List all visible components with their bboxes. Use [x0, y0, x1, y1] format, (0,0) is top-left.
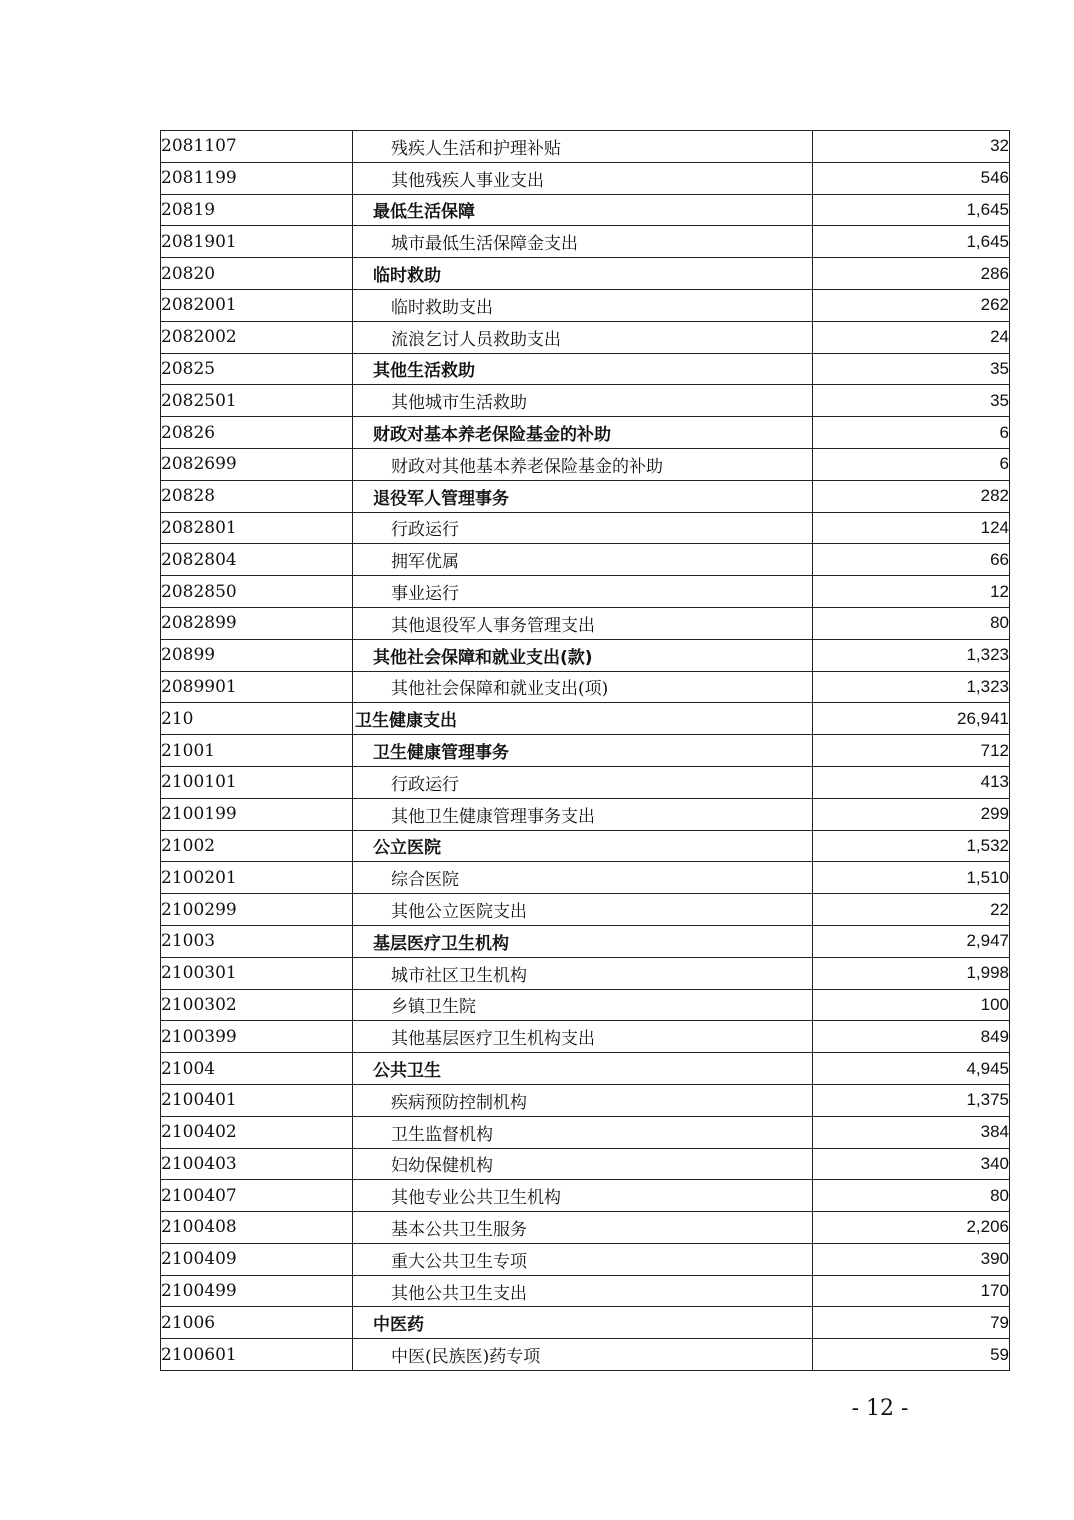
amount-cell: 80 — [813, 1180, 1010, 1212]
subject-code-cell: 20826 — [161, 417, 353, 449]
amount-cell: 24 — [813, 321, 1010, 353]
subject-name-cell: 疾病预防控制机构 — [353, 1084, 813, 1116]
subject-name-cell: 其他生活救助 — [353, 353, 813, 385]
subject-code-cell: 2100401 — [161, 1084, 353, 1116]
amount-cell: 390 — [813, 1243, 1010, 1275]
amount-cell: 32 — [813, 131, 1010, 163]
subject-code-cell: 2100601 — [161, 1339, 353, 1371]
table-row — [161, 989, 1010, 1021]
table-row — [161, 162, 1010, 194]
subject-name-cell: 行政运行 — [353, 766, 813, 798]
subject-code-cell: 2082850 — [161, 576, 353, 608]
subject-code-cell: 2082699 — [161, 448, 353, 480]
table-row — [161, 1243, 1010, 1275]
table-row — [161, 735, 1010, 767]
subject-code-cell: 2089901 — [161, 671, 353, 703]
subject-name-cell: 其他专业公共卫生机构 — [353, 1180, 813, 1212]
amount-cell: 79 — [813, 1307, 1010, 1339]
subject-code-cell: 2100199 — [161, 798, 353, 830]
subject-name-cell: 财政对其他基本养老保险基金的补助 — [353, 448, 813, 480]
subject-name-cell: 财政对基本养老保险基金的补助 — [353, 417, 813, 449]
table-row — [161, 894, 1010, 926]
amount-cell: 6 — [813, 448, 1010, 480]
subject-name-cell: 其他残疾人事业支出 — [353, 162, 813, 194]
subject-name-cell: 公立医院 — [353, 830, 813, 862]
table-row — [161, 1275, 1010, 1307]
amount-cell: 22 — [813, 894, 1010, 926]
subject-name-cell: 乡镇卫生院 — [353, 989, 813, 1021]
amount-cell: 59 — [813, 1339, 1010, 1371]
amount-cell: 340 — [813, 1148, 1010, 1180]
amount-cell: 35 — [813, 353, 1010, 385]
amount-cell: 1,323 — [813, 639, 1010, 671]
amount-cell: 1,645 — [813, 194, 1010, 226]
subject-code-cell: 20825 — [161, 353, 353, 385]
amount-cell: 35 — [813, 385, 1010, 417]
amount-cell: 2,947 — [813, 925, 1010, 957]
subject-code-cell: 2100407 — [161, 1180, 353, 1212]
subject-code-cell: 2082801 — [161, 512, 353, 544]
table-row — [161, 258, 1010, 290]
table-row — [161, 417, 1010, 449]
subject-name-cell: 行政运行 — [353, 512, 813, 544]
subject-name-cell: 临时救助支出 — [353, 289, 813, 321]
budget-table-body — [161, 131, 1010, 1371]
table-row — [161, 1053, 1010, 1085]
subject-name-cell: 卫生监督机构 — [353, 1116, 813, 1148]
amount-cell: 80 — [813, 607, 1010, 639]
amount-cell: 299 — [813, 798, 1010, 830]
subject-name-cell: 其他公立医院支出 — [353, 894, 813, 926]
subject-code-cell: 2081199 — [161, 162, 353, 194]
amount-cell: 849 — [813, 1021, 1010, 1053]
subject-name-cell: 基层医疗卫生机构 — [353, 925, 813, 957]
subject-code-cell: 21004 — [161, 1053, 353, 1085]
amount-cell: 1,375 — [813, 1084, 1010, 1116]
amount-cell: 4,945 — [813, 1053, 1010, 1085]
amount-cell: 384 — [813, 1116, 1010, 1148]
subject-name-cell: 其他社会保障和就业支出(款) — [353, 639, 813, 671]
subject-name-cell: 其他社会保障和就业支出(项) — [353, 671, 813, 703]
table-row — [161, 1180, 1010, 1212]
table-row — [161, 576, 1010, 608]
table-row — [161, 1021, 1010, 1053]
subject-code-cell: 21001 — [161, 735, 353, 767]
subject-code-cell: 2100499 — [161, 1275, 353, 1307]
subject-name-cell: 重大公共卫生专项 — [353, 1243, 813, 1275]
amount-cell: 100 — [813, 989, 1010, 1021]
table-row — [161, 862, 1010, 894]
subject-name-cell: 中医药 — [353, 1307, 813, 1339]
table-row — [161, 1116, 1010, 1148]
subject-code-cell: 21006 — [161, 1307, 353, 1339]
table-row — [161, 480, 1010, 512]
subject-name-cell: 中医(民族医)药专项 — [353, 1339, 813, 1371]
budget-table — [160, 130, 1010, 1371]
table-row — [161, 226, 1010, 258]
subject-code-cell: 2100302 — [161, 989, 353, 1021]
subject-code-cell: 2082001 — [161, 289, 353, 321]
subject-name-cell: 妇幼保健机构 — [353, 1148, 813, 1180]
subject-code-cell: 21003 — [161, 925, 353, 957]
subject-code-cell: 2100402 — [161, 1116, 353, 1148]
subject-code-cell: 2100399 — [161, 1021, 353, 1053]
table-row — [161, 925, 1010, 957]
subject-code-cell: 2081107 — [161, 131, 353, 163]
amount-cell: 282 — [813, 480, 1010, 512]
subject-name-cell: 城市最低生活保障金支出 — [353, 226, 813, 258]
amount-cell: 12 — [813, 576, 1010, 608]
subject-code-cell: 2100101 — [161, 766, 353, 798]
subject-name-cell: 综合医院 — [353, 862, 813, 894]
subject-code-cell: 2100403 — [161, 1148, 353, 1180]
table-row — [161, 353, 1010, 385]
amount-cell: 170 — [813, 1275, 1010, 1307]
amount-cell: 6 — [813, 417, 1010, 449]
amount-cell: 124 — [813, 512, 1010, 544]
subject-name-cell: 其他基层医疗卫生机构支出 — [353, 1021, 813, 1053]
page-number: - 12 - — [851, 1396, 909, 1421]
subject-code-cell: 20899 — [161, 639, 353, 671]
table-row — [161, 798, 1010, 830]
subject-name-cell: 城市社区卫生机构 — [353, 957, 813, 989]
table-row — [161, 1307, 1010, 1339]
amount-cell: 1,998 — [813, 957, 1010, 989]
amount-cell: 1,510 — [813, 862, 1010, 894]
subject-name-cell: 其他公共卫生支出 — [353, 1275, 813, 1307]
subject-name-cell: 卫生健康管理事务 — [353, 735, 813, 767]
subject-name-cell: 其他退役军人事务管理支出 — [353, 607, 813, 639]
amount-cell: 1,532 — [813, 830, 1010, 862]
table-row — [161, 639, 1010, 671]
subject-code-cell: 2082501 — [161, 385, 353, 417]
table-row — [161, 957, 1010, 989]
subject-code-cell: 2100408 — [161, 1212, 353, 1244]
subject-code-cell: 20828 — [161, 480, 353, 512]
table-row — [161, 766, 1010, 798]
table-row — [161, 512, 1010, 544]
subject-name-cell: 退役军人管理事务 — [353, 480, 813, 512]
subject-name-cell: 其他城市生活救助 — [353, 385, 813, 417]
subject-code-cell: 2081901 — [161, 226, 353, 258]
subject-name-cell: 残疾人生活和护理补贴 — [353, 131, 813, 163]
subject-name-cell: 最低生活保障 — [353, 194, 813, 226]
amount-cell: 26,941 — [813, 703, 1010, 735]
subject-name-cell: 拥军优属 — [353, 544, 813, 576]
table-row — [161, 830, 1010, 862]
subject-name-cell: 流浪乞讨人员救助支出 — [353, 321, 813, 353]
subject-code-cell: 20820 — [161, 258, 353, 290]
amount-cell: 262 — [813, 289, 1010, 321]
amount-cell: 1,645 — [813, 226, 1010, 258]
subject-code-cell: 21002 — [161, 830, 353, 862]
subject-code-cell: 2100301 — [161, 957, 353, 989]
table-row — [161, 385, 1010, 417]
subject-code-cell: 210 — [161, 703, 353, 735]
amount-cell: 546 — [813, 162, 1010, 194]
table-row — [161, 321, 1010, 353]
table-row — [161, 544, 1010, 576]
subject-name-cell: 基本公共卫生服务 — [353, 1212, 813, 1244]
amount-cell: 66 — [813, 544, 1010, 576]
subject-name-cell: 卫生健康支出 — [353, 703, 813, 735]
subject-code-cell: 2082804 — [161, 544, 353, 576]
subject-name-cell: 临时救助 — [353, 258, 813, 290]
table-row — [161, 1084, 1010, 1116]
amount-cell: 286 — [813, 258, 1010, 290]
subject-name-cell: 事业运行 — [353, 576, 813, 608]
amount-cell: 712 — [813, 735, 1010, 767]
subject-code-cell: 2100299 — [161, 894, 353, 926]
subject-code-cell: 2100201 — [161, 862, 353, 894]
table-row — [161, 1339, 1010, 1371]
amount-cell: 2,206 — [813, 1212, 1010, 1244]
table-row — [161, 671, 1010, 703]
subject-code-cell: 2082002 — [161, 321, 353, 353]
amount-cell: 413 — [813, 766, 1010, 798]
subject-name-cell: 其他卫生健康管理事务支出 — [353, 798, 813, 830]
subject-code-cell: 2082899 — [161, 607, 353, 639]
table-row — [161, 1212, 1010, 1244]
table-row — [161, 607, 1010, 639]
table-row — [161, 131, 1010, 163]
amount-cell: 1,323 — [813, 671, 1010, 703]
table-row — [161, 1148, 1010, 1180]
subject-code-cell: 20819 — [161, 194, 353, 226]
table-row — [161, 448, 1010, 480]
subject-code-cell: 2100409 — [161, 1243, 353, 1275]
subject-name-cell: 公共卫生 — [353, 1053, 813, 1085]
table-row — [161, 703, 1010, 735]
table-row — [161, 289, 1010, 321]
table-row — [161, 194, 1010, 226]
